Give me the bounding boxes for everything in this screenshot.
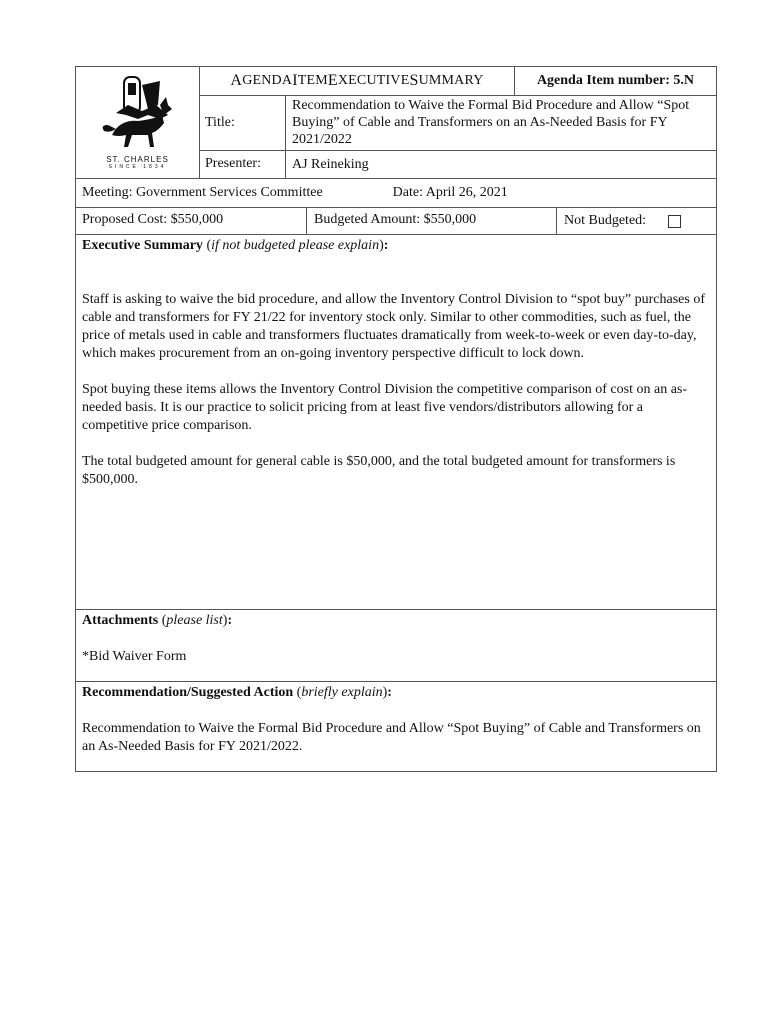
agenda-form bbox=[75, 66, 717, 772]
not-budgeted-label: Not Budgeted: bbox=[564, 213, 647, 228]
summary-title bbox=[200, 67, 515, 95]
logo bbox=[76, 67, 200, 178]
attachment-item: *Bid Waiver Form bbox=[82, 649, 187, 664]
not-budgeted bbox=[557, 208, 716, 234]
summary-title-part: UMMARY bbox=[418, 73, 484, 89]
meeting-row bbox=[76, 179, 716, 208]
attachments-section: Attachments (please list): *Bid Waiver Form bbox=[76, 610, 716, 682]
summary-title-part: E bbox=[327, 72, 338, 90]
recommendation-text: Recommendation to Waive the Formal Bid Procedure and Allow “Spot Buying” of Cable and Transformers on an As-Needed Basis for FY 2021/2022. bbox=[82, 721, 701, 754]
exec-summary-paragraph: Staff is asking to waive the bid procedure, and allow the Inventory Control Division to “spot buy” purchases of cable and transformers for FY 21/22 for inventory stock only. Similar to other commodities, such as fuel, the price of metals used in cable and transformers fluctuates dramatically from week-to-week or even day-to-day, which makes procurement from an on-going inventory perspective difficult to lock down. bbox=[82, 292, 705, 361]
presenter-value: AJ Reineking bbox=[292, 156, 369, 172]
attachments-note: please list bbox=[166, 613, 223, 628]
summary-title-part: XECUTIVE bbox=[337, 73, 410, 89]
executive-summary-section: Executive Summary (if not budgeted please explain): Staff is asking to waive the bid procedure, and allow the Inventory Control Division to “spot buy” purchases of cable and transformers for FY 21/22 for inventory stock only. Similar to other commodities, such as fuel, the price of metals used in cable and transformers fluctuates dramatically from week-to-week or even day-to-day, which makes procurement from an on-going inventory perspective difficult to lock down. Spot buying these items allows the Inventory Control Division the competitive comparison of cost on an as-needed basis. It is our practice to solicit pricing from at least five vendors/distributors allowing for a competitive price comparison. The total budgeted amount for general cable is $50,000, and the total budgeted amount for transformers is $500,000. bbox=[76, 235, 716, 610]
header-title-row bbox=[200, 67, 716, 96]
recommendation-heading: Recommendation/Suggested Action bbox=[82, 685, 294, 700]
logo-name: ST. CHARLES bbox=[106, 155, 169, 164]
recommendation-note: briefly explain bbox=[301, 685, 383, 700]
cost-row bbox=[76, 208, 716, 235]
summary-title-part: I bbox=[292, 72, 298, 90]
logo-since: SINCE 1834 bbox=[108, 164, 167, 170]
proposed-cost: Proposed Cost: $550,000 bbox=[76, 208, 307, 234]
attachments-heading: Attachments bbox=[82, 613, 159, 628]
exec-summary-note: if not budgeted please explain bbox=[211, 238, 380, 253]
exec-summary-paragraph: Spot buying these items allows the Inventory Control Division the competitive comparison of cost on an as-needed basis. It is our practice to solicit pricing from at least five vendors/distributors allowing for a competitive price comparison. bbox=[82, 382, 688, 433]
form-header bbox=[76, 67, 716, 179]
exec-summary-paragraph: The total budgeted amount for general cable is $50,000, and the total budgeted amount for transformers is $500,000. bbox=[82, 454, 676, 487]
summary-title-part: TEM bbox=[297, 73, 328, 89]
title-label: Title: bbox=[200, 96, 286, 149]
exec-summary-heading: Executive Summary bbox=[82, 238, 203, 253]
agenda-item-number: Agenda Item number: 5.N bbox=[536, 73, 695, 89]
title-row bbox=[200, 96, 716, 150]
meeting-date: Date: April 26, 2021 bbox=[392, 185, 508, 200]
summary-title-part: A bbox=[230, 72, 243, 90]
meeting-name: Meeting: Government Services Committee bbox=[82, 185, 323, 200]
recommendation-section: Recommendation/Suggested Action (briefly explain): Recommendation to Waive the Formal Bid Procedure and Allow “Spot Buying” of Cable and Transformers on an As-Needed Basis for FY 2021/2022. bbox=[76, 682, 716, 771]
summary-title-part: S bbox=[409, 72, 419, 90]
title-value: Recommendation to Waive the Formal Bid Procedure and Allow “Spot Buying” of Cable and Transformers on an As-Needed Basis for FY 2021/2022 bbox=[292, 98, 690, 148]
presenter-row bbox=[200, 151, 716, 179]
summary-title-part: GENDA bbox=[242, 73, 293, 89]
header-right bbox=[200, 67, 716, 178]
budgeted-amount: Budgeted Amount: $550,000 bbox=[307, 208, 557, 234]
not-budgeted-checkbox[interactable] bbox=[668, 215, 681, 228]
presenter-label: Presenter: bbox=[200, 151, 286, 179]
fox-logo-icon bbox=[98, 75, 178, 153]
